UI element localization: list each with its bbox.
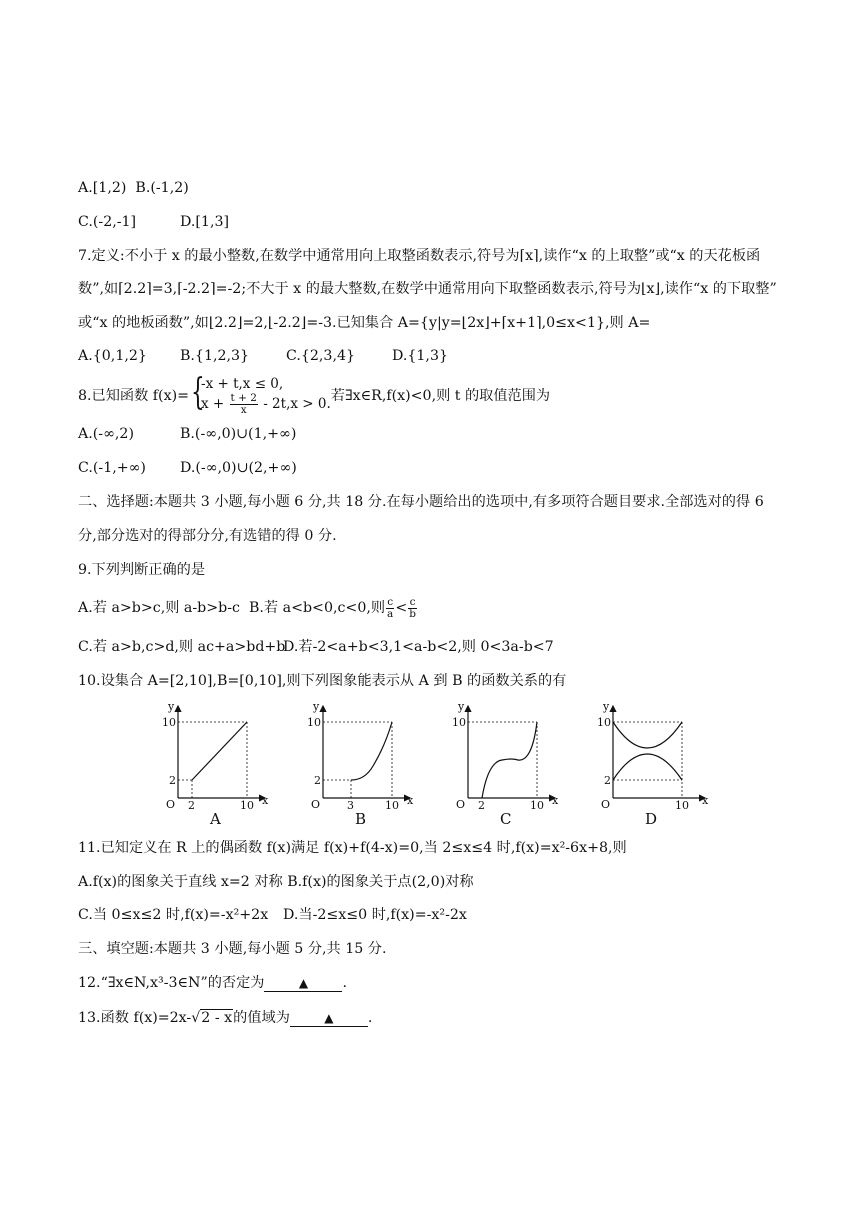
q13-sqrt-sign: √: [191, 1010, 201, 1026]
q10-graph-d-ylabel: y: [603, 700, 610, 713]
q10-graph-d-ytick-2: 2: [604, 774, 611, 787]
q11-options-row1: [78, 872, 474, 892]
q8-option-d: D.(-∞,0)∪(2,+∞): [180, 460, 297, 476]
q9-frac2-num: c: [409, 595, 416, 608]
q10-graph-c-ytick-10: 10: [452, 716, 466, 729]
q8-brace: {: [191, 372, 205, 413]
q9-frac2-den: b: [409, 607, 416, 620]
q9-frac1: [386, 597, 394, 620]
q10-graph-d-xlabel: x: [702, 794, 709, 807]
q10-graph-a-xtick-10: 10: [240, 799, 254, 812]
q10-graph-b-xtick-3: 3: [347, 799, 354, 812]
q10-graph-c-origin: O: [456, 798, 466, 811]
q9-option-d: D.若-2<a+b<3,1<a-b<2,则 0<3a-b<7: [283, 639, 554, 655]
q10-graph-a-origin: O: [166, 798, 176, 811]
q9-option-a: A.若 a>b>c,则 a-b>b-c: [78, 600, 240, 616]
q10-graph-a-curve: [192, 722, 247, 780]
q7-stem-line2: 数”,如⌈2.2⌉=3,⌈-2.2⌉=-2;不大于 x 的最大整数,在数学中通常用向下取整函数表示,符号为⌊x⌋,读作“x 的下取整”: [78, 281, 777, 297]
q10-graph-d-letter: D: [645, 810, 658, 828]
q8-case2-frac: [230, 393, 258, 416]
q8-frac-den: x: [240, 404, 247, 416]
q8-frac-num: t + 2: [230, 392, 257, 404]
q10-graph-a-letter: A: [210, 810, 221, 828]
q9-options-row2: [78, 637, 554, 657]
q10-graph-a-ylabel: y: [168, 700, 175, 713]
q13-period: .: [367, 1010, 373, 1026]
section3-header: 三、填空题:本题共 3 小题,每小题 5 分,共 15 分.: [78, 941, 387, 957]
q9-stem: 9.下列判断正确的是: [78, 562, 206, 578]
q11-option-a: A.f(x)的图象关于直线 x=2 对称: [78, 874, 283, 890]
q10-graph-c-xtick-2: 2: [478, 799, 485, 812]
q9-options-row1: [78, 594, 418, 622]
q6-options-row2: [78, 212, 229, 232]
q13-mid: 的值域为: [233, 1010, 290, 1026]
q13-sqrt-body: 2 - x: [201, 1010, 233, 1026]
q10-graph-b-origin: O: [311, 798, 321, 811]
section2-header-line1: 二、选择题:本题共 3 小题,每小题 6 分,共 18 分.在每小题给出的选项中,有多项符合题目要求.全部选对的得 6: [78, 494, 764, 510]
q8-option-b: B.(-∞,0)∪(1,+∞): [180, 426, 297, 442]
q10-graph-c-xtick-10: 10: [530, 799, 544, 812]
section2-header-line2: 分,部分选对的得部分分,有选错的得 0 分.: [78, 528, 337, 544]
q10-graph-b-ytick-10: 10: [307, 716, 321, 729]
q7-options: [78, 346, 448, 366]
q10-graph-c-curve: [482, 722, 537, 798]
q10-graph-a-xtick-2: 2: [188, 799, 195, 812]
q10-graph-a-xlabel: x: [262, 794, 269, 807]
q8-option-a: A.(-∞,2): [78, 426, 134, 442]
q8-option-c: C.(-1,+∞): [78, 460, 146, 476]
q10-stem: 10.设集合 A=[2,10],B=[0,10],则下列图象能表示从 A 到 B 的函数关系的有: [78, 673, 567, 689]
q10-graph-c-letter: C: [500, 810, 512, 828]
q8-suffix: 若∃x∈R,f(x)<0,则 t 的取值范围为: [330, 388, 551, 404]
q10-graph-d-curve-upper: [613, 722, 682, 748]
q6-options-row1: [78, 178, 189, 198]
q9-option-b-text: B.若 a<b<0,c<0,则: [249, 600, 386, 616]
q7-option-b: B.{1,2,3}: [180, 348, 250, 364]
q10-graph-c-xlabel: x: [552, 794, 559, 807]
q10-graph-c: [452, 700, 559, 828]
q10-graph-d-origin: O: [601, 798, 611, 811]
q8-case2-b: - 2t,x > 0.: [263, 396, 331, 412]
q11-option-b: B.f(x)的图象关于点(2,0)对称: [287, 874, 474, 890]
q10-graph-b-xlabel: x: [407, 794, 414, 807]
q11-option-d: D.当-2≤x≤0 时,f(x)=-x²-2x: [283, 907, 467, 923]
q9-frac2: [408, 597, 417, 620]
q9-option-b: [249, 595, 418, 620]
q10-graph-b-letter: B: [355, 810, 367, 828]
q10-graphs-svg: [150, 700, 720, 830]
q9-option-c: C.若 a>b,c>d,则 ac+a>bd+b: [78, 639, 286, 655]
q6-option-a: A.[1,2): [78, 180, 127, 196]
q10-graph-a-ytick-10: 10: [162, 716, 176, 729]
q10-graph-a: [162, 700, 269, 828]
q13: [78, 1008, 372, 1028]
q8-piecewise: [191, 372, 331, 416]
q13-text: 13.函数 f(x)=2x-: [78, 1010, 192, 1026]
q9-frac1-den: a: [387, 607, 394, 620]
q10-graph-b-curve: [351, 722, 392, 780]
q9-option-b-lt: <: [395, 600, 408, 616]
q10-graph-b-ylabel: y: [313, 700, 320, 713]
q7-option-c: C.{2,3,4}: [286, 348, 356, 364]
q13-answer-blank[interactable]: ▲: [290, 1011, 368, 1027]
q11-option-c: C.当 0≤x≤2 时,f(x)=-x²+2x: [78, 907, 269, 923]
q10-graph-a-ytick-2: 2: [169, 774, 176, 787]
q10-graph-d: [597, 700, 709, 828]
q6-option-b: B.(-1,2): [135, 180, 189, 196]
q10-graph-c-ylabel: y: [458, 700, 465, 713]
q11-options-row2: [78, 905, 467, 925]
q10-graph-b-ytick-2: 2: [314, 774, 321, 787]
q8-options-row1: [78, 424, 296, 444]
q12-text: 12.“∃x∈N,x³-3∈N”的否定为: [78, 975, 265, 991]
q6-option-c: C.(-2,-1]: [78, 214, 137, 230]
q12-period: .: [342, 975, 347, 991]
q8-prefix: 8.已知函数 f(x)=: [78, 388, 190, 404]
q7-option-d: D.{1,3}: [392, 348, 448, 364]
q7-stem-line1: 7.定义:不小于 x 的最小整数,在数学中通常用向上取整函数表示,符号为⌈x⌉,读作“x 的上取整”或“x 的天花板函: [78, 248, 761, 264]
q7-option-a: A.{0,1,2}: [78, 348, 147, 364]
q8-stem: [78, 372, 551, 416]
q8-case1: -x + t,x ≤ 0,: [201, 376, 284, 392]
q10-graph-d-ytick-10: 10: [597, 716, 611, 729]
q10-graph-d-xtick-10: 10: [675, 799, 689, 812]
q8-case2-a: x +: [201, 396, 225, 412]
q8-options-row2: [78, 458, 297, 478]
q7-stem-line3: 或“x 的地板函数”,如⌊2.2⌋=2,⌊-2.2⌋=-3.已知集合 A={y|y=⌊2x⌋+⌈x+1⌉,0≤x<1},则 A=: [78, 315, 651, 331]
q6-option-d: D.[1,3]: [180, 214, 230, 230]
q12-answer-blank[interactable]: ▲: [264, 976, 342, 992]
q9-frac1-num: c: [387, 595, 394, 608]
q10-graph-b-xtick-10: 10: [385, 799, 399, 812]
q12: [78, 973, 347, 993]
q8-case2: [201, 393, 331, 416]
q10-graphs: [150, 700, 720, 830]
q10-graph-d-curve-lower: [613, 754, 682, 780]
q10-graph-b: [307, 700, 414, 828]
q11-stem: 11.已知定义在 R 上的偶函数 f(x)满足 f(x)+f(4-x)=0,当 2≤x≤4 时,f(x)=x²-6x+8,则: [78, 840, 627, 856]
